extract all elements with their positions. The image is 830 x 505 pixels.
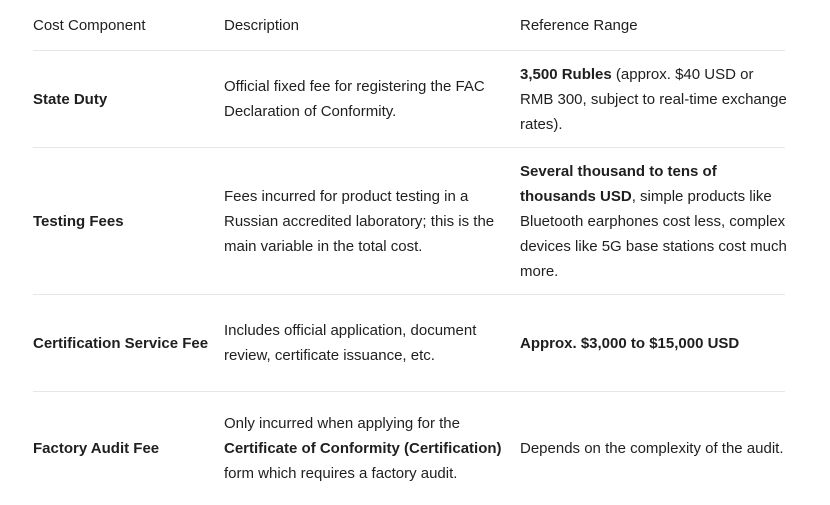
cost-component-cell: Certification Service Fee: [33, 334, 209, 352]
description-text: Only incurred when applying for the: [224, 415, 460, 432]
cost-component-cell: Testing Fees: [33, 212, 124, 230]
range-text: , simple products like Bluetooth earphones cost less, complex devices like 5G base stations cost much more.: [520, 187, 787, 280]
reference-range-cell: [520, 148, 788, 294]
cost-table: [33, 0, 785, 505]
description-bold-text: Certificate of Conformity (Certification): [224, 440, 502, 457]
table-row: [33, 51, 785, 148]
description-cell: Official fixed fee for registering the FAC Declaration of Conformity.: [224, 78, 485, 120]
range-bold-text: 3,500 Rubles: [520, 65, 612, 83]
header-reference-range: Reference Range: [520, 16, 638, 34]
range-text: (approx. $40 USD or RMB 300, subject to real-time exchange rates).: [520, 65, 787, 133]
description-cell: Fees incurred for product testing in a Russian accredited laboratory; this is the main variable in the total cost.: [224, 187, 495, 255]
description-cell: Includes official application, document review, certificate issuance, etc.: [224, 322, 477, 364]
table-row: [33, 392, 785, 505]
cost-component-cell: Factory Audit Fee: [33, 440, 160, 457]
reference-range-cell: Depends on the complexity of the audit.: [520, 440, 784, 457]
range-bold-text: Several thousand to tens of thousands USD: [520, 162, 717, 205]
reference-range-cell: [520, 295, 788, 391]
header-cost-component: Cost Component: [33, 16, 146, 34]
description-text: form which requires a factory audit.: [224, 465, 458, 482]
range-bold-text: Approx. $3,000 to $15,000 USD: [520, 334, 740, 352]
table-header-row: [33, 0, 785, 51]
table-row: [33, 295, 785, 392]
cost-component-cell: State Duty: [33, 90, 108, 108]
header-description: Description: [224, 16, 300, 34]
table-row: [33, 148, 785, 295]
description-cell: [224, 392, 504, 505]
reference-range-cell: [520, 51, 788, 147]
